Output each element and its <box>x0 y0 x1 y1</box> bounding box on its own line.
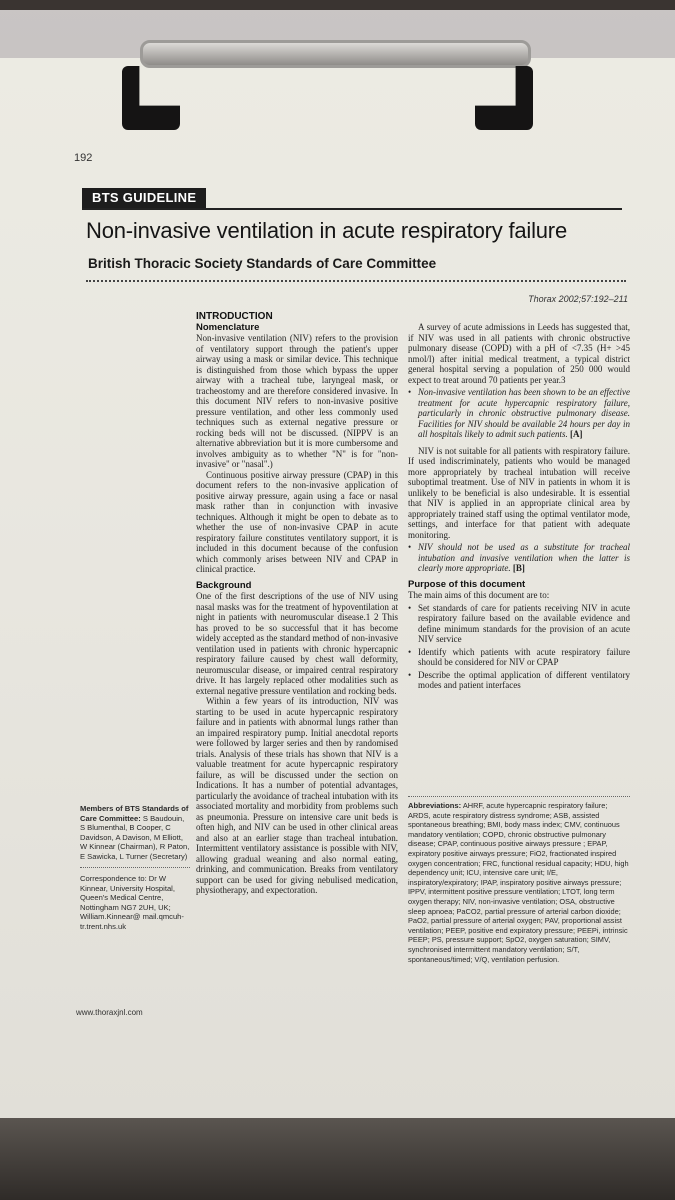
background-paragraph-2: Within a few years of its introduction, NIV was starting to be used in acute hypercapnic respiratory failure and in patients with abnormal lungs rather than an impaired respiratory pump. Initial anecdotal reports were followed by larger series and then by randomised trials. Analysis of these trials has shown that NIV is a valuable treatment for acute hypercapnic respiratory failure, as will be discussed under the section on Indications. It has a number of potential advantages, particularly the avoidance of tracheal intubation with its associated mortality and morbidity from problems such as pneumonia. Pressure on intensive care unit beds is often high, and NIV can be used in other clinical areas and also at an earlier stage than tracheal intubation. Intermittent ventilatory assistance is possible with NIV, allowing gradual weaning and also normal eating, drinking, and communication. Breaks from ventilatory support can be used for giving nebulised medication, physiotherapy, and expectoration. <box>196 696 398 895</box>
sidebar-divider <box>80 867 190 868</box>
aim-item: • Set standards of care for patients receiving NIV in acute respiratory failure based on the available evidence and define minimum standards for the provision of an acute NIV service <box>408 603 630 645</box>
right-text-column <box>408 312 630 693</box>
recommendation-bullet-1 <box>408 387 630 440</box>
background-paragraph-1: One of the first descriptions of the use of NIV using nasal masks was for the treatment of hypoventilation at night in patients with neuromuscular disease.1 2 This has proved to be so successful that it has become widely accepted as the standard method of non-invasive ventilation used in patients with chronic hypercapnic respiratory failure caused by chest wall deformity, neuromuscular disease, or impaired central respiratory drive. It has largely replaced other modalities such as external negative pressure ventilation and rocking beds. <box>196 591 398 696</box>
guideline-badge: BTS GUIDELINE <box>82 188 206 208</box>
journal-url[interactable]: www.thoraxjnl.com <box>76 1008 143 1017</box>
journal-citation: Thorax 2002;57:192–211 <box>528 294 628 304</box>
committee-sidebar <box>80 804 190 931</box>
purpose-intro: The main aims of this document are to: <box>408 590 550 600</box>
background-heading: Background <box>196 579 252 591</box>
correspondence-address: Correspondence to: Dr W Kinnear, University Hospital, Queen's Medical Centre, Nottingham NG7 2UH, UK; William.Kinnear@ mail.qmcuh-tr.trent.nhs.uk <box>80 874 184 931</box>
survey-paragraph: A survey of acute admissions in Leeds has suggested that, if NIV was used in all patients with chronic obstructive pulmonary disease (COPD) with a pH of <7.35 (H+ >45 nmol/l) after initial medical treatment, a typical district general hospital serving a population of 250 000 would expect to treat around 70 patients per year.3 <box>408 322 630 385</box>
recommendation-bullet-2 <box>408 542 630 574</box>
recommendation-2-text: NIV should not be used as a substitute for tracheal intubation and invasive ventilation when the latter is clearly more appropriate. <box>418 542 630 573</box>
nomenclature-paragraph-2: Continuous positive airway pressure (CPAP) in this document refers to the non-invasive application of positive airway pressure, again using a face or nasal mask rather than in conjunction with invasive techniques. Although it might be open to debate as to whether the use of non-invasive CPAP in acute respiratory failure constitutes ventilatory support, it is included in this document because of the confusion which commonly arises between NIV and CPAP in clinical practice. <box>196 469 398 574</box>
aim-item: • Describe the optimal application of different ventilatory modes and patient interfaces <box>408 670 630 691</box>
clip-rail <box>140 40 531 68</box>
evidence-grade-a: [A] <box>570 429 583 439</box>
article-subtitle: British Thoracic Society Standards of Care Committee <box>88 256 437 271</box>
header-rule <box>82 208 622 210</box>
page-number: 192 <box>74 152 93 164</box>
evidence-grade-b: [B] <box>512 563 525 573</box>
board-edge <box>0 0 675 10</box>
aim-item: • Identify which patients with acute respiratory failure should be considered for NIV or CPAP <box>408 647 630 668</box>
members-title: Members of BTS Standards of Care Committee: <box>80 804 189 823</box>
members-list: S Baudouin, S Blumenthal, B Cooper, C Davidson, A Davison, M Elliott, W Kinnear (Chairman), R Paton, E Sawicka, L Turner (Secretary) <box>80 813 190 861</box>
clipboard-clip <box>120 36 535 136</box>
nomenclature-paragraph-1: Non-invasive ventilation (NIV) refers to the provision of ventilatory support through the patient's upper airway using a mask or similar device. This technique is distinguished from those which bypass the upper airway with a tracheal tube, laryngeal mask, or tracheostomy and are therefore considered invasive. In this document NIV refers to non-invasive positive pressure ventilation, and other less commonly used techniques such as external negative pressure or rocking beds will not be discussed. (NIPPV is an alternative abbreviation but it is more cumbersome and involves ambiguity as to whether "N" is for "non-invasive" or "nasal".) <box>196 333 398 469</box>
abbreviations-box <box>408 796 630 964</box>
clip-foot-right <box>475 66 533 130</box>
aims-list <box>408 603 630 691</box>
table-surface <box>0 1118 675 1200</box>
nomenclature-heading: Nomenclature <box>196 321 260 333</box>
introduction-heading: INTRODUCTION <box>196 311 273 322</box>
purpose-heading: Purpose of this document <box>408 578 526 590</box>
abbreviations-text: AHRF, acute hypercapnic respiratory failure; ARDS, acute respiratory distress syndrome; ASB, assisted spontaneous breathing; BMI, body mass index; CMV, continuous mandatory ventilation; COPD, chronic obstructive pulmonary disease; CPAP, continuous positive airways pressure ; EPAP, expiratory positive airways pressure; FiO2, fractionated inspired oxygen concentration; FRC, functional residual capacity; HDU, high dependency unit; ICU, intensive care unit; I/E, inspiratory/expiratory; IPAP, inspiratory positive airways pressure; IPPV, intermittent positive pressure ventilation; LTOT, long term oxygen therapy; NIV, non-invasive ventilation; OSA, obstructive sleep apnoea; PaCO2, partial pressure of arterial carbon dioxide; PaO2, partial pressure of arterial oxygen; PAV, proportional assist ventilation; PEEP, positive end expiratory pressure; PEEPi, intrinsic PEEP; PS, pressure support; SpO2, oxygen saturation; SIMV, synchronised intermittent mandatory ventilation; S/T, spontaneous/timed; V/Q, ventilation perfusion. <box>408 801 629 964</box>
abbreviations-label: Abbreviations: <box>408 801 462 810</box>
clip-foot-left <box>122 66 180 130</box>
left-text-column <box>196 312 398 896</box>
unsuitable-paragraph: NIV is not suitable for all patients with respiratory failure. If used indiscriminately, patients who would be managed more appropriately by tracheal intubation will receive suboptimal treatment. Use of NIV in patients in whom it is unlikely to be beneficial is also undesirable. It is essential that NIV is applied in an appropriate clinical area by appropriately trained staff using the optimal ventilator mode, settings, and interface for that patient with adequate monitoring. <box>408 445 630 540</box>
article-title: Non-invasive ventilation in acute respiratory failure <box>86 218 567 243</box>
recommendation-1-text: Non-invasive ventilation has been shown to be an effective treatment for acute hypercapnic respiratory failure, particularly in chronic obstructive pulmonary disease. Facilities for NIV should be available 24 hours per day in all hospitals likely to admit such patients. <box>418 387 630 439</box>
dotted-divider <box>86 280 626 282</box>
